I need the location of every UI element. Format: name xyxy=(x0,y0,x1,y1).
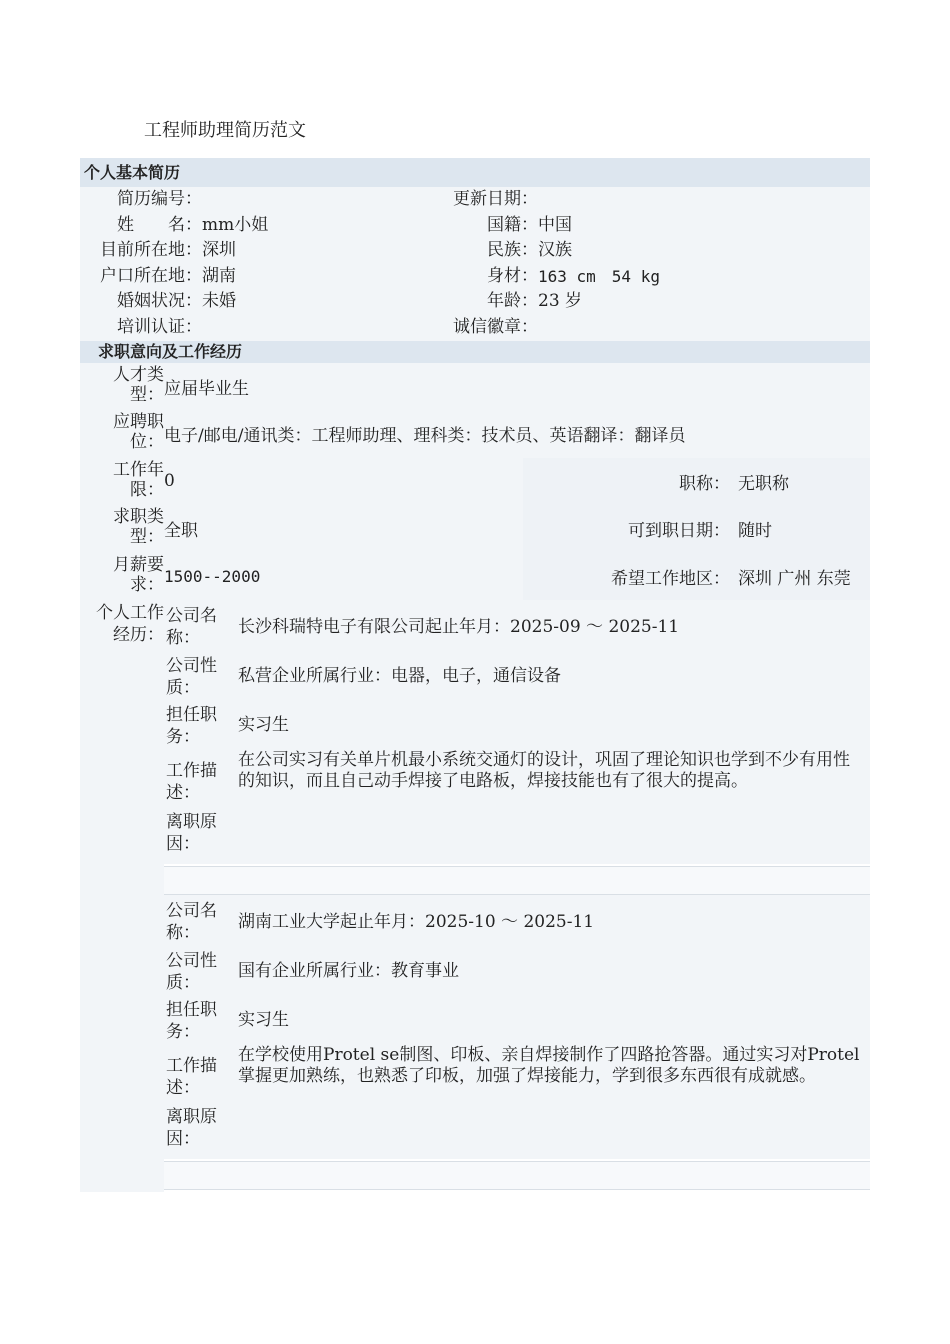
professional-title-value: 无职称 xyxy=(738,473,789,494)
company-nature-value: 私营企业所属行业：电器，电子，通信设备 xyxy=(238,666,561,687)
basic-row xyxy=(80,264,870,290)
nationality-label: 国籍： xyxy=(487,214,538,235)
name-label: 姓 名： xyxy=(117,214,202,235)
document-title: 工程师助理简历范文 xyxy=(144,120,306,141)
company-nature-value: 国有企业所属行业：教育事业 xyxy=(238,961,459,982)
job-row xyxy=(164,1106,870,1159)
position-label: 应聘职位： xyxy=(113,412,164,453)
marital-label: 婚姻状况： xyxy=(117,291,202,312)
company-name-value: 湖南工业大学起止年月：2025-10 ～ 2025-11 xyxy=(238,911,595,932)
job-entry xyxy=(164,600,870,864)
salary-value: 1500--2000 xyxy=(164,566,261,586)
location-value: 深圳 xyxy=(202,240,236,261)
basic-row xyxy=(80,213,870,239)
nationality-value: 中国 xyxy=(538,214,572,235)
certification-label: 培训认证： xyxy=(117,316,202,337)
hukou-label: 户口所在地： xyxy=(100,265,202,286)
company-nature-label: 公司性质： xyxy=(166,950,217,993)
work-experience-label: 个人工作经历： xyxy=(80,600,164,1192)
basic-info-table xyxy=(80,187,870,341)
job-row xyxy=(164,897,870,947)
job-role-value: 实习生 xyxy=(238,1010,289,1031)
company-name-label: 公司名称： xyxy=(166,901,217,944)
professional-title-label: 职称： xyxy=(679,473,730,494)
job-type-value: 全职 xyxy=(164,521,198,542)
resume-id-label: 简历编号： xyxy=(117,189,202,209)
name-value: mm小姐 xyxy=(202,214,269,235)
update-date-label: 更新日期： xyxy=(453,189,538,209)
position-value: 电子/邮电/通讯类：工程师助理、理科类：技术员、英语翻译：翻译员 xyxy=(164,426,686,447)
work-years-label: 工作年限： xyxy=(113,459,164,500)
basic-row xyxy=(80,187,870,213)
job-row xyxy=(164,947,870,996)
basic-row xyxy=(80,289,870,315)
resume-sheet xyxy=(80,158,870,1192)
job-row xyxy=(164,1045,870,1106)
resume-id-value xyxy=(202,187,418,213)
job-type-label: 求职类型： xyxy=(113,507,164,548)
leave-reason-label: 离职原因： xyxy=(166,812,217,855)
company-name-value: 长沙科瑞特电子有限公司起止年月：2025-09 ～ 2025-11 xyxy=(238,616,680,637)
work-years-value: 0 xyxy=(164,471,175,492)
job-row xyxy=(164,602,870,652)
basic-row xyxy=(80,315,870,341)
intent-row xyxy=(80,458,870,506)
job-description-value: 在公司实习有关单片机最小系统交通灯的设计，巩固了理论知识也学到不少有用性的知识，而且自己动手焊接了电路板，焊接技能也有了很大的提高。 xyxy=(238,750,850,792)
leave-reason-label: 离职原因： xyxy=(166,1107,217,1150)
salary-label: 月薪要求： xyxy=(113,554,164,595)
intent-row xyxy=(80,363,870,411)
title-cell xyxy=(523,458,870,506)
company-nature-label: 公司性质： xyxy=(166,655,217,698)
talent-type-value: 应届毕业生 xyxy=(164,378,249,399)
ethnicity-label: 民族： xyxy=(487,240,538,261)
job-row xyxy=(164,811,870,864)
build-label: 身材： xyxy=(487,265,538,286)
certification-value xyxy=(202,315,418,341)
intent-section-header: 求职意向及工作经历 xyxy=(80,341,870,363)
basic-row xyxy=(80,238,870,264)
integrity-badge-label: 诚信徽章： xyxy=(453,316,538,337)
job-role-label: 担任职务： xyxy=(166,704,217,747)
job-description-label: 工作描述： xyxy=(166,1056,217,1099)
work-area-value: 深圳 广州 东莞 xyxy=(738,568,851,589)
talent-type-label: 人才类型： xyxy=(113,364,164,405)
basic-section-header: 个人基本简历 xyxy=(80,158,870,187)
work-experience-section xyxy=(80,600,870,1192)
work-area-cell xyxy=(523,553,870,601)
ethnicity-value: 汉族 xyxy=(538,240,572,261)
job-row xyxy=(164,652,870,701)
location-label: 目前所在地： xyxy=(100,240,202,261)
build-value: 163 cm 54 kg xyxy=(538,266,660,286)
job-role-label: 担任职务： xyxy=(166,999,217,1042)
job-separator xyxy=(164,1161,870,1190)
job-row xyxy=(164,701,870,750)
work-experience-list xyxy=(164,600,870,1192)
marital-value: 未婚 xyxy=(202,291,236,312)
start-date-label: 可到职日期： xyxy=(628,521,730,542)
job-description-label: 工作描述： xyxy=(166,761,217,804)
update-date-value xyxy=(538,187,870,213)
table-bottom-spacer xyxy=(164,1190,870,1192)
job-row xyxy=(164,750,870,811)
job-row xyxy=(164,996,870,1045)
integrity-badge-value xyxy=(538,315,870,341)
start-date-cell xyxy=(523,505,870,553)
age-label: 年龄： xyxy=(487,291,538,312)
hukou-value: 湖南 xyxy=(202,265,236,286)
start-date-value: 随时 xyxy=(738,521,772,542)
job-description-value: 在学校使用Protel se制图、印板、亲自焊接制作了四路抢答器。通过实习对Protel掌握更加熟练，也熟悉了印板，加强了焊接能力，学到很多东西很有成就感。 xyxy=(238,1045,860,1087)
job-entry xyxy=(164,895,870,1159)
job-role-value: 实习生 xyxy=(238,715,289,736)
intent-row xyxy=(80,505,870,553)
intent-row xyxy=(80,553,870,601)
age-value: 23 岁 xyxy=(538,291,583,312)
job-separator xyxy=(164,866,870,895)
company-name-label: 公司名称： xyxy=(166,606,217,649)
job-intent-table xyxy=(80,363,870,601)
work-area-label: 希望工作地区： xyxy=(611,568,730,589)
intent-row xyxy=(80,410,870,458)
